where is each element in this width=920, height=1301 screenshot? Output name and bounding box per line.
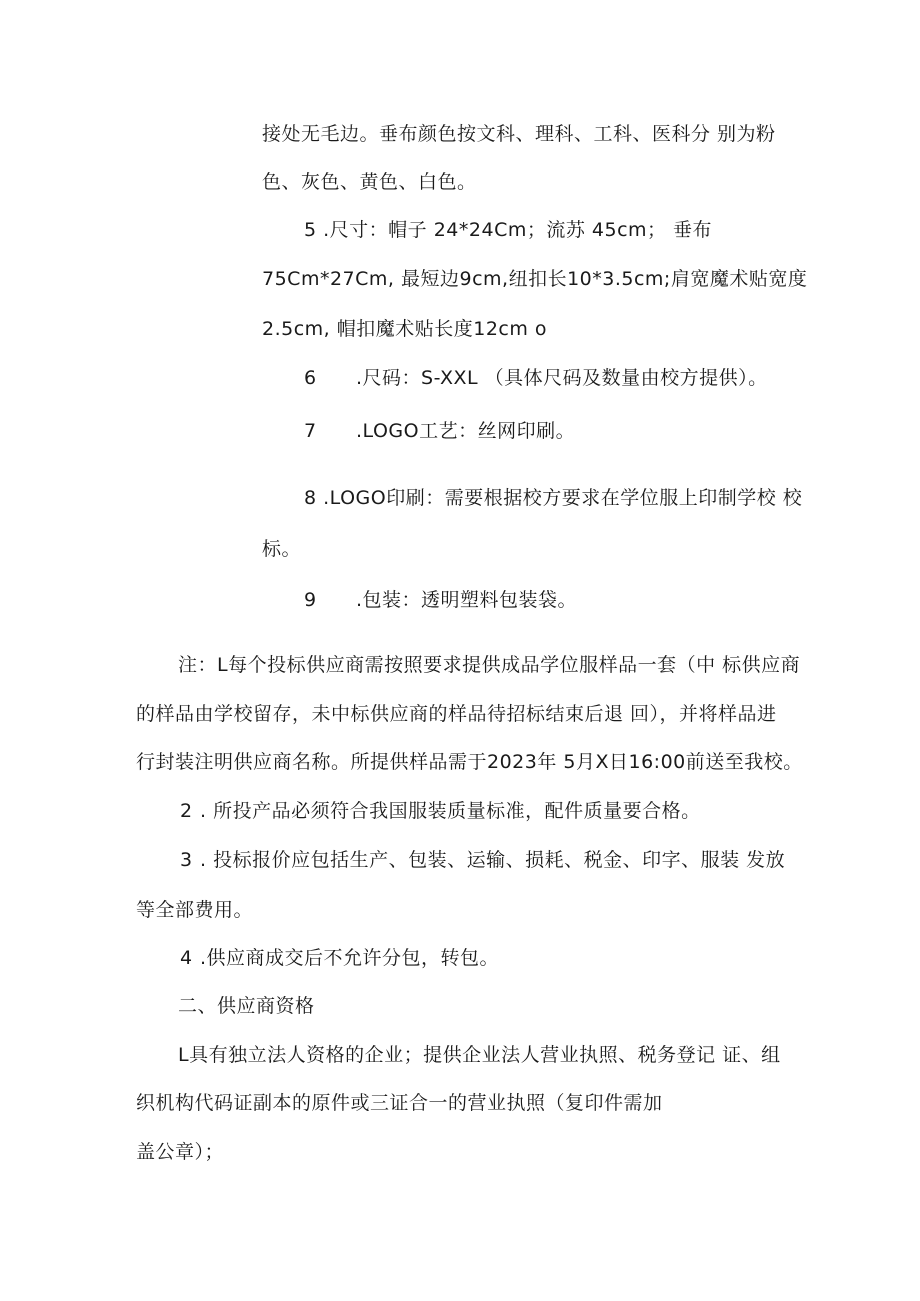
note4-line bbox=[180, 946, 499, 970]
note3-line1 bbox=[180, 848, 785, 872]
item6-number: 6 bbox=[304, 367, 317, 389]
req1-line1: L具有独立法人资格的企业；提供企业法人营业执照、税务登记 证、组 bbox=[178, 1044, 781, 1066]
note1-line1: 注：L每个投标供应商需按照要求提供成品学位服样品一套（中 标供应商 bbox=[178, 654, 801, 676]
item9-text: .包装：透明塑料包装袋。 bbox=[356, 589, 578, 611]
item9-number: 9 bbox=[304, 589, 317, 611]
note3-number: 3 bbox=[180, 849, 193, 871]
item8-number: 8 bbox=[304, 487, 317, 509]
note1-line3: 行封装注明供应商名称。所提供样品需于2023年 5月X日16:00前送至我校。 bbox=[136, 751, 803, 773]
req1-line2: 织机构代码证副本的原件或三证合一的营业执照（复印件需加 bbox=[136, 1092, 663, 1114]
item5-text: .尺寸：帽子 24*24Cm；流苏 45cm； 垂布 bbox=[323, 219, 713, 241]
item7-text: .LOGO工艺：丝网印刷。 bbox=[356, 420, 576, 442]
item7-line bbox=[304, 419, 575, 443]
note2-number: 2 bbox=[180, 800, 193, 822]
item9-line bbox=[304, 588, 577, 612]
section2-heading: 二、供应商资格 bbox=[178, 995, 315, 1017]
item6-line bbox=[304, 366, 768, 390]
note1-line2: 的样品由学校留存，未中标供应商的样品待招标结束后退 回），并将样品进 bbox=[136, 703, 777, 725]
note4-number: 4 bbox=[180, 947, 193, 969]
item7-number: 7 bbox=[304, 420, 317, 442]
item4-continuation-line1: 接处无毛边。垂布颜色按文科、理科、工科、医科分 别为粉 bbox=[262, 123, 776, 145]
item5-line3: 2.5cm, 帽扣魔术贴长度12cm o bbox=[262, 318, 548, 340]
req1-line3: 盖公章）； bbox=[136, 1141, 225, 1163]
item5-first-line bbox=[304, 218, 712, 242]
note2-line bbox=[180, 799, 701, 823]
note2-text: . 所投产品必须符合我国服装质量标准，配件质量要合格。 bbox=[200, 800, 701, 822]
item8-line2: 标。 bbox=[262, 538, 302, 560]
note3-line2: 等全部费用。 bbox=[136, 899, 254, 921]
item5-number: 5 bbox=[304, 219, 317, 241]
item6-text: .尺码：S-XXL （具体尺码及数量由校方提供）。 bbox=[356, 367, 768, 389]
note4-text: .供应商成交后不允许分包，转包。 bbox=[200, 947, 500, 969]
item4-continuation-line2: 色、灰色、黄色、白色。 bbox=[262, 171, 477, 193]
item8-first-line bbox=[304, 486, 802, 510]
item8-text: .LOGO印刷：需要根据校方要求在学位服上印制学校 校 bbox=[323, 487, 803, 509]
note3-text: . 投标报价应包括生产、包装、运输、损耗、税金、印字、服装 发放 bbox=[200, 849, 786, 871]
item5-line2: 75Cm*27Cm, 最短边9cm,纽扣长10*3.5cm;肩宽魔术贴宽度 bbox=[262, 268, 808, 290]
